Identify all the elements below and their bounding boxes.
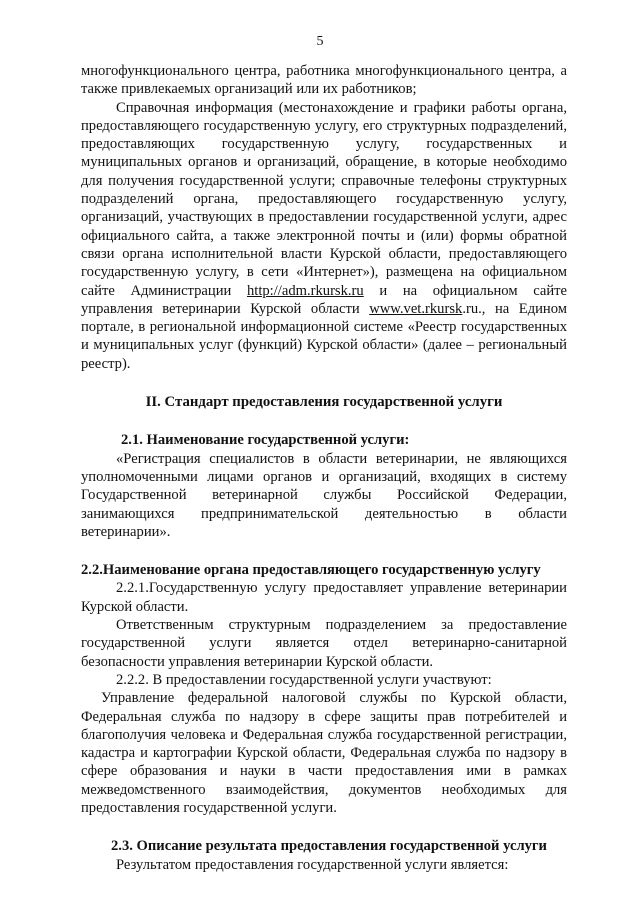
adm-rkursk-link[interactable]: http://adm.rkursk.ru <box>246 282 364 299</box>
page-body <box>81 62 567 874</box>
responsible-unit-paragraph: Ответственным структурным подразделением за предоставление государственной услуги является отдел ветеринарно-санитарной безопасности управления ветеринарии Курской области. <box>81 617 567 670</box>
vet-rkursk-link[interactable]: www.vet.rkursk <box>369 300 463 317</box>
subsection-2-3-heading: 2.3. Описание результата предоставления государственной услуги <box>111 838 547 855</box>
reference-text-part-3: .ru., на Едином портале, в региональной информационной системе «Реестр государственных и муниципальных услуг (функций) Курской области» (далее – региональный реестр). <box>81 300 567 372</box>
reference-text-part-1: Справочная информация (местонахождение и графики работы органа, предоставляющего государственную услугу, его структурных подразделений, предоставляющих государственную услугу, государственных и муниципальных органов и организаций, обращение, в которые необходимо для получения государственной услуги; справочные телефоны структурных подразделений органа, предоставляющего государственную услугу, организаций, участвующих в предоставлении государственной услуги, адрес официального сайта, а также электронной почты и (или) формы обратной связи органа исполнительной власти Курской области, предоставляющего государственную услугу, в сети «Интернет»), размещена на официальном сайте Администрации <box>81 99 567 299</box>
subsection-2-1-heading: 2.1. Наименование государственной услуги: <box>121 432 410 449</box>
page-number: 5 <box>316 34 324 49</box>
subsection-2-1-text: «Регистрация специалистов в области ветеринарии, не являющихся уполномоченными лицами органов и организаций, входящих в систему Государственной ветеринарной службы Российской Федерации, занимающихся предпринимательской деятельностью в области ветеринарии». <box>81 450 567 540</box>
reference-info-paragraph <box>81 99 567 373</box>
participants-paragraph: Управление федеральной налоговой службы по Курской области, Федеральная служба по надзору в сфере защиты прав потребителей и благополучия человека и Федеральная служба государственной регистрации, кадастра и картографии Курской области, Федеральная служба по надзору в сфере образования и науки в части предоставления ими в рамках межведомственного взаимодействия, документов необходимых для предоставления государственной услуги. <box>81 690 567 816</box>
subsection-2-2-2-text: 2.2.2. В предоставлении государственной услуги участвуют: <box>116 671 492 688</box>
subsection-2-2-heading: 2.2.Наименование органа предоставляющего государственную услугу <box>81 562 541 579</box>
subsection-2-3-text: Результатом предоставления государственной услуги является: <box>116 856 509 873</box>
reference-text-part-2: и на официальном сайте управления ветеринарии Курской области <box>81 282 567 317</box>
section-2-title: II. Стандарт предоставления государственной услуги <box>145 394 503 411</box>
subsection-2-2-1-text: 2.2.1.Государственную услугу предоставляет управление ветеринарии Курской области. <box>81 580 567 615</box>
intro-continuation: многофункционального центра, работника многофункционального центра, а также привлекаемых организаций или их работников; <box>81 63 567 98</box>
